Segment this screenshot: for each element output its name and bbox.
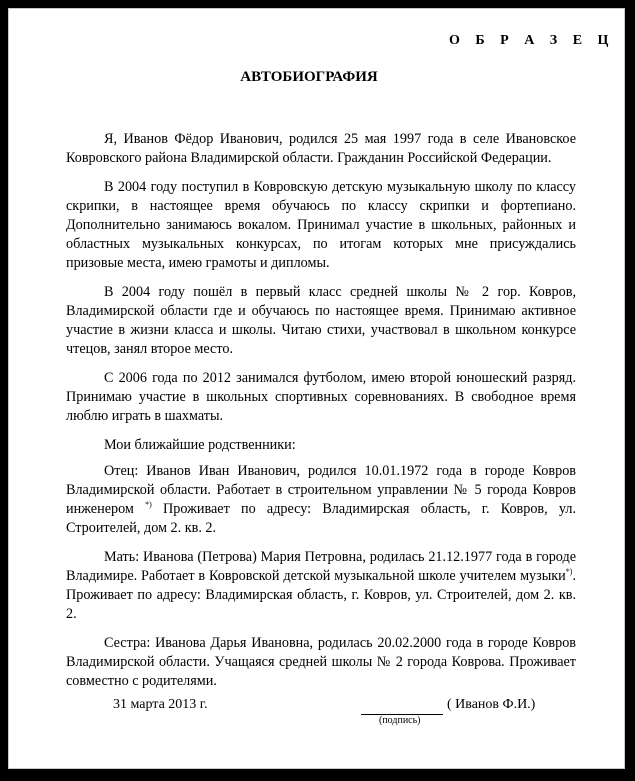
paragraph-sister: Сестра: Иванова Дарья Ивановна, родилась 20.02.2000 года в городе Ковров Владимирской области. Учащаяся средней школы № 2 города Коврова. Проживает совместно с родителями. [66,635,576,689]
paragraph-school: В 2004 году пошёл в первый класс средней школы № 2 гор. Ковров, Владимирской области где и обучаюсь по настоящее время. Принимаю активное участие в жизни класса и школы. Читаю стихи, участвовал в школьном конкурсе чтецов, занял второе место. [66,284,576,357]
signature-caption: (подпись) [379,715,421,726]
footnote-mark-father: *) [145,500,152,509]
father-text-b: Проживает по адресу: Владимирская область, г. Ковров, ул. Строителей, дом 2. кв. 2. [66,501,576,536]
paragraph-intro: Я, Иванов Фёдор Иванович, родился 25 мая 1997 года в селе Ивановское Ковровского района Владимирской области. Гражданин Российской Федерации. [66,131,576,166]
signature-name: ( Иванов Ф.И.) [447,697,536,712]
document-title: АВТОБИОГРАФИЯ [240,69,378,85]
signature-line [361,698,443,715]
paragraph-sport: С 2006 года по 2012 занимался футболом, имею второй юношеский разряд. Принимаю участие в школьных спортивных соревнованиях. В свободное время люблю играть в шахматы. [66,370,576,424]
mother-text-a: Мать: Иванова (Петрова) Мария Петровна, родилась 21.12.1977 года в городе Владимире. Работает в Ковровской детской музыкальной школе учителем музыки [66,549,576,584]
paragraph-music-school: В 2004 году поступил в Ковровскую детскую музыкальную школу по классу скрипки, в настоящее время обучаюсь по классу скрипки и фортепиано. Дополнительно занимаюсь вокалом. Принимал участие в школьных, районных и областных музыкальных конкурсах, по итогам которых мне присуждались призовые места, имею грамоты и дипломы. [66,179,576,271]
paragraph-father [66,462,576,538]
document-date: 31 марта 2013 г. [113,697,208,712]
paragraph-mother [66,548,576,624]
sample-mark: О Б Р А З Е Ц [449,33,615,48]
document-body [66,130,576,701]
mother-text-b: . Проживает по адресу: Владимирская область, г. Ковров, ул. Строителей, дом 2. кв. 2. [66,568,576,622]
document-page [8,8,625,769]
father-text-a: Отец: Иванов Иван Иванович, родился 10.01.1972 года в городе Ковров Владимирской области. Работает в строительном управлении № 5 города Ковров инженером [66,463,576,517]
footnote-mark-mother: *) [565,567,573,576]
relatives-heading: Мои ближайшие родственники: [104,437,296,453]
